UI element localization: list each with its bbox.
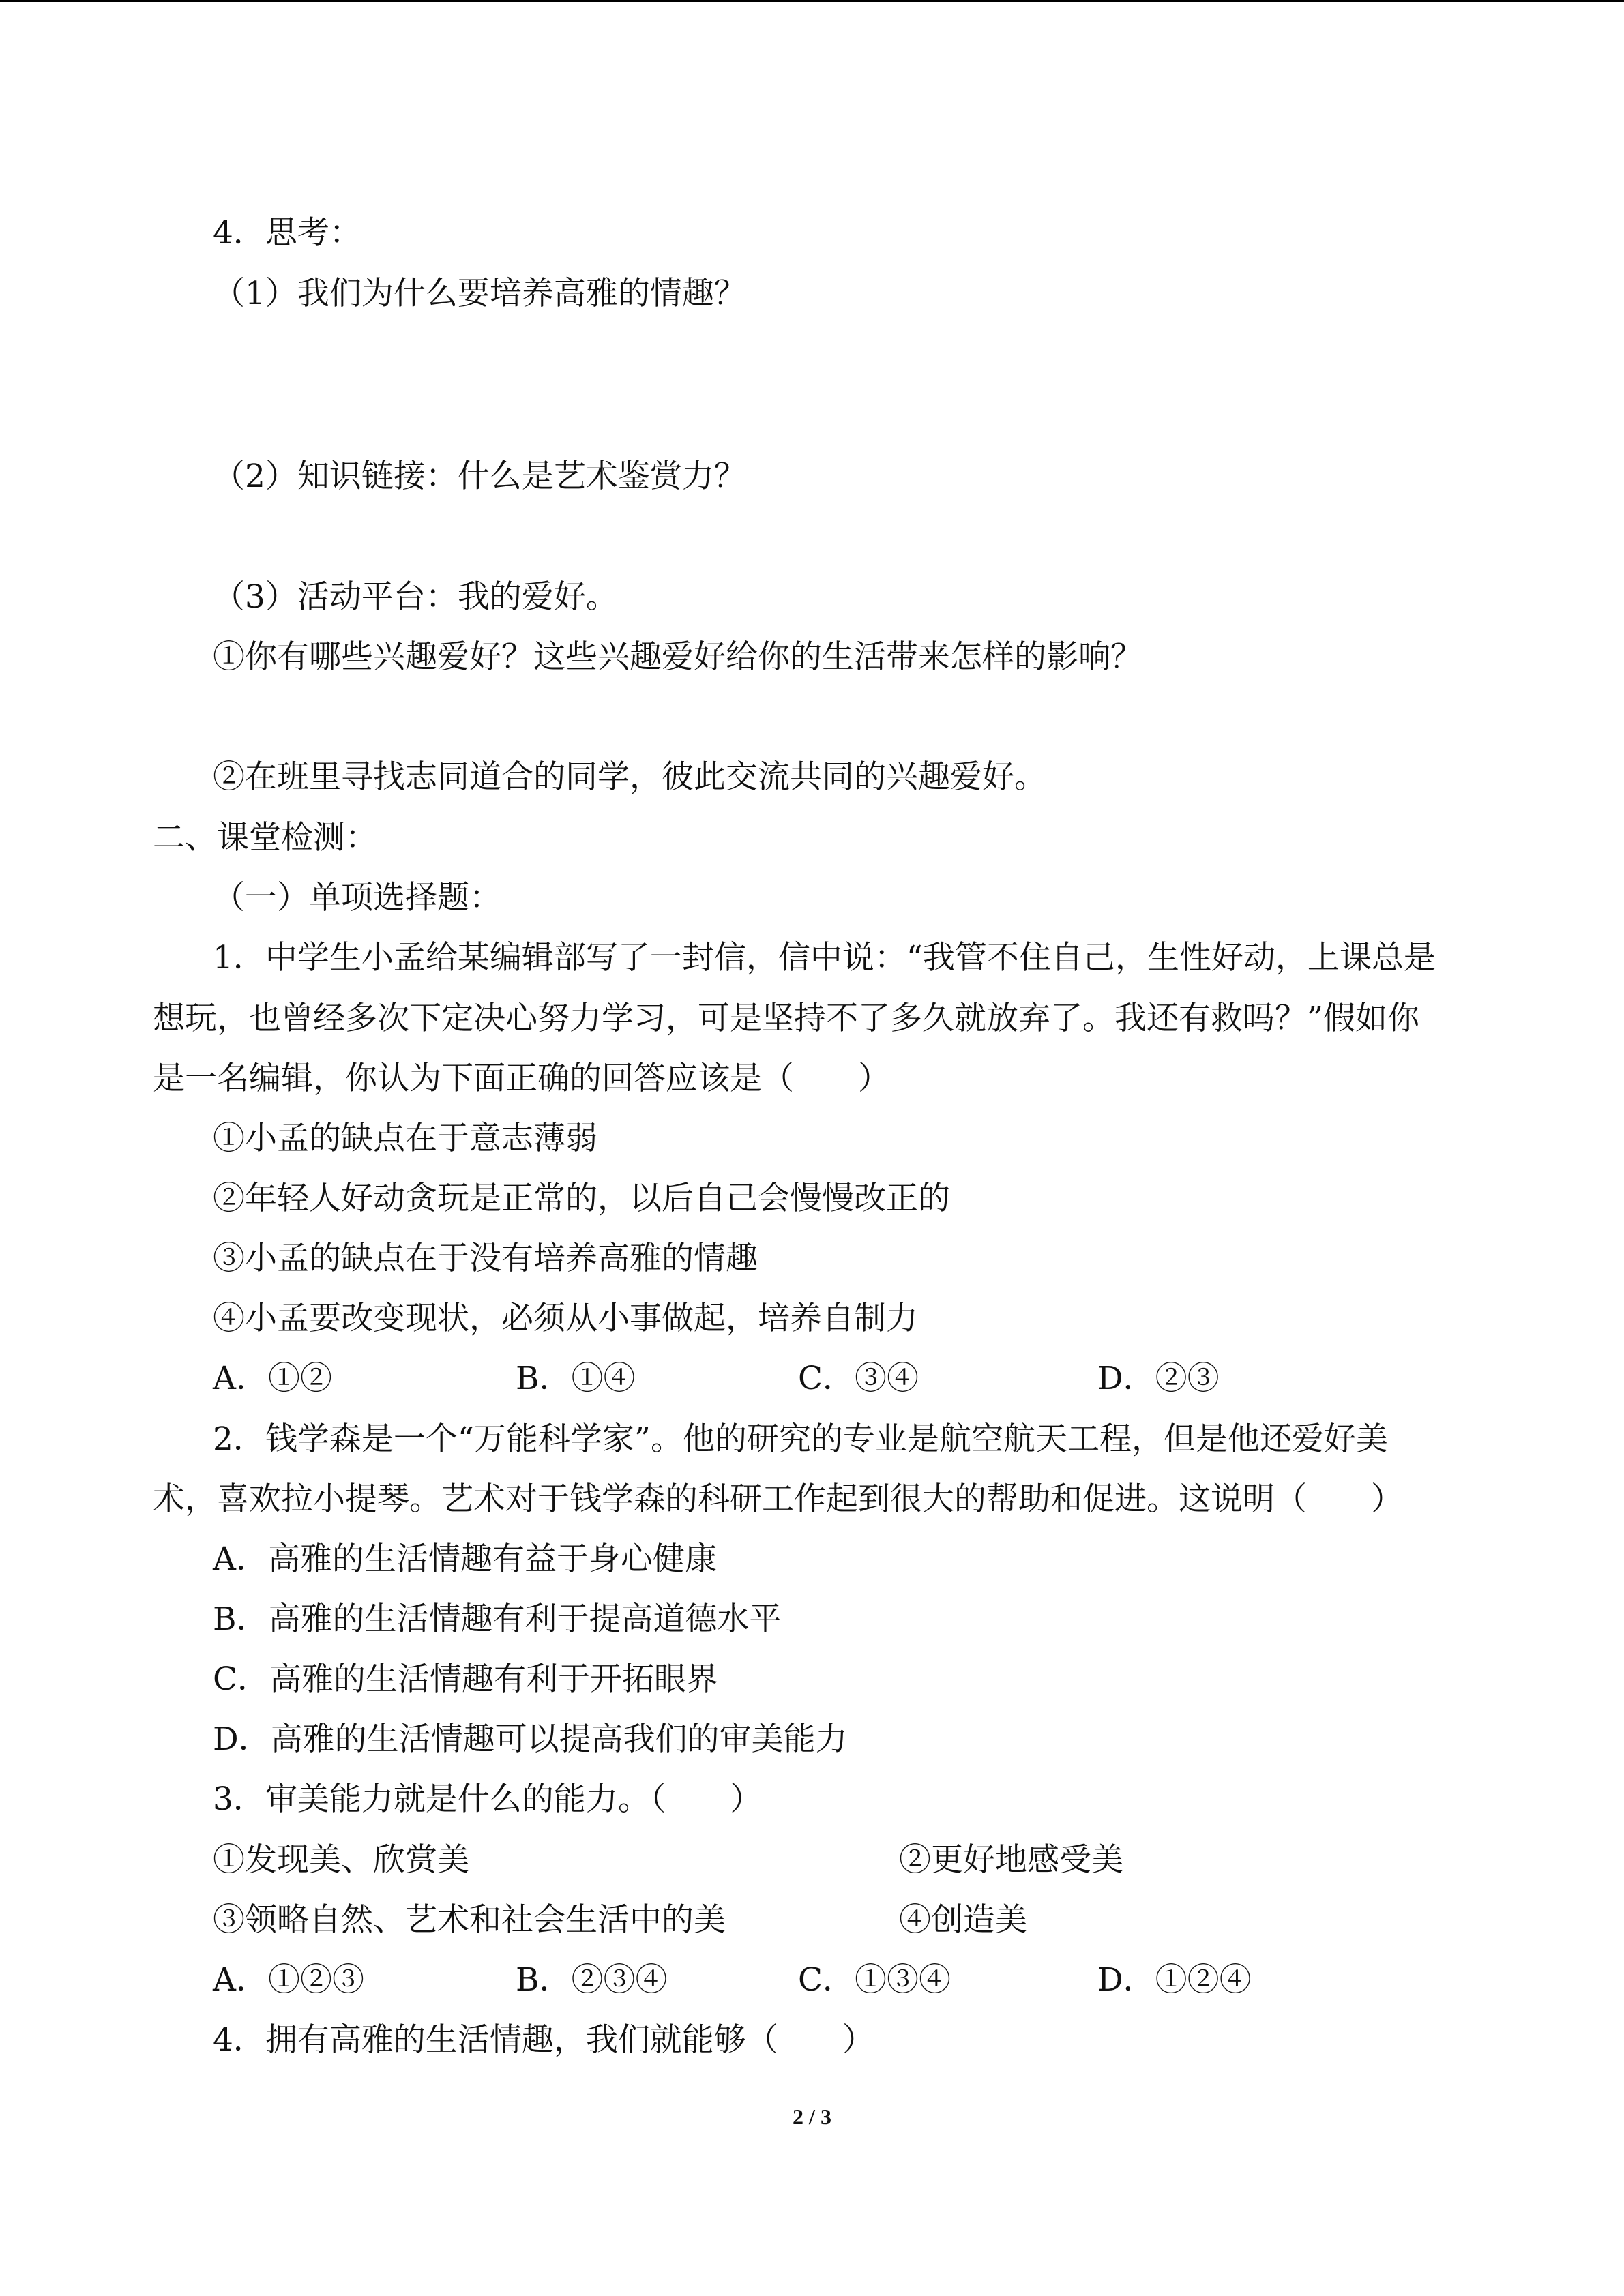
- q1-option-b: B．①④: [516, 1360, 636, 1397]
- q2-stem-line-2: 术，喜欢拉小提琴。艺术对于钱学森的科研工作起到很大的帮助和促进。这说明（ ）: [153, 1480, 1403, 1518]
- page-number: 2 / 3: [793, 2104, 831, 2129]
- q2-option-c: C．高雅的生活情趣有利于开拓眼界: [213, 1660, 718, 1698]
- q3-statement-4: ④创造美: [899, 1901, 1027, 1939]
- question-3-prompt: （3）活动平台：我的爱好。: [213, 578, 618, 616]
- activity-item-1: ①你有哪些兴趣爱好？这些兴趣爱好给你的生活带来怎样的影响？: [213, 638, 1142, 676]
- q1-statement-4: ④小孟要改变现状，必须从小事做起，培养自制力: [213, 1300, 918, 1337]
- q3-option-d: D．①②④: [1097, 1961, 1252, 1999]
- q1-option-a: A．①②: [213, 1360, 332, 1397]
- q4-stem: 4．拥有高雅的生活情趣，我们就能够（ ）: [213, 2021, 874, 2059]
- q1-statement-1: ①小孟的缺点在于意志薄弱: [213, 1120, 597, 1157]
- q1-stem-line-2: 想玩，也曾经多次下定决心努力学习，可是坚持不了多久就放弃了。我还有救吗？”假如你: [153, 1000, 1420, 1037]
- top-border-line: [0, 0, 1624, 2]
- q2-option-d: D．高雅的生活情趣可以提高我们的审美能力: [213, 1720, 848, 1758]
- q3-option-b: B．②③④: [516, 1961, 668, 1999]
- question-2-prompt: （2）知识链接：什么是艺术鉴赏力？: [213, 458, 746, 495]
- q1-option-d: D．②③: [1097, 1360, 1220, 1397]
- q2-option-b: B．高雅的生活情趣有利于提高道德水平: [213, 1600, 782, 1638]
- q1-stem-line-1: 1．中学生小孟给某编辑部写了一封信，信中说：“我管不住自己，生性好动，上课总是: [213, 939, 1436, 976]
- q1-statement-3: ③小孟的缺点在于没有培养高雅的情趣: [213, 1240, 758, 1277]
- q3-option-a: A．①②③: [213, 1961, 364, 1999]
- q1-stem-line-3: 是一名编辑，你认为下面正确的回答应该是（ ）: [153, 1060, 890, 1097]
- activity-item-2: ②在班里寻找志同道合的同学，彼此交流共同的兴趣爱好。: [213, 758, 1046, 796]
- question-1-prompt: （1）我们为什么要培养高雅的情趣？: [213, 275, 746, 312]
- q1-option-c: C．③④: [798, 1360, 919, 1397]
- q3-option-c: C．①③④: [798, 1961, 951, 1999]
- part2-subheading: （一）单项选择题：: [213, 879, 501, 916]
- q3-statement-2: ②更好地感受美: [899, 1841, 1123, 1879]
- q3-statement-3: ③领略自然、艺术和社会生活中的美: [213, 1901, 726, 1939]
- q3-stem: 3．审美能力就是什么的能力。（ ）: [213, 1780, 763, 1818]
- q3-statement-1: ①发现美、欣赏美: [213, 1841, 469, 1879]
- q2-option-a: A．高雅的生活情趣有益于身心健康: [213, 1540, 717, 1578]
- q1-statement-2: ②年轻人好动贪玩是正常的，以后自己会慢慢改正的: [213, 1180, 950, 1217]
- part2-heading: 二、课堂检测：: [153, 819, 377, 856]
- q2-stem-line-1: 2．钱学森是一个“万能科学家”。他的研究的专业是航空航天工程，但是他还爱好美: [213, 1420, 1388, 1458]
- section4-heading: 4．思考：: [213, 214, 361, 252]
